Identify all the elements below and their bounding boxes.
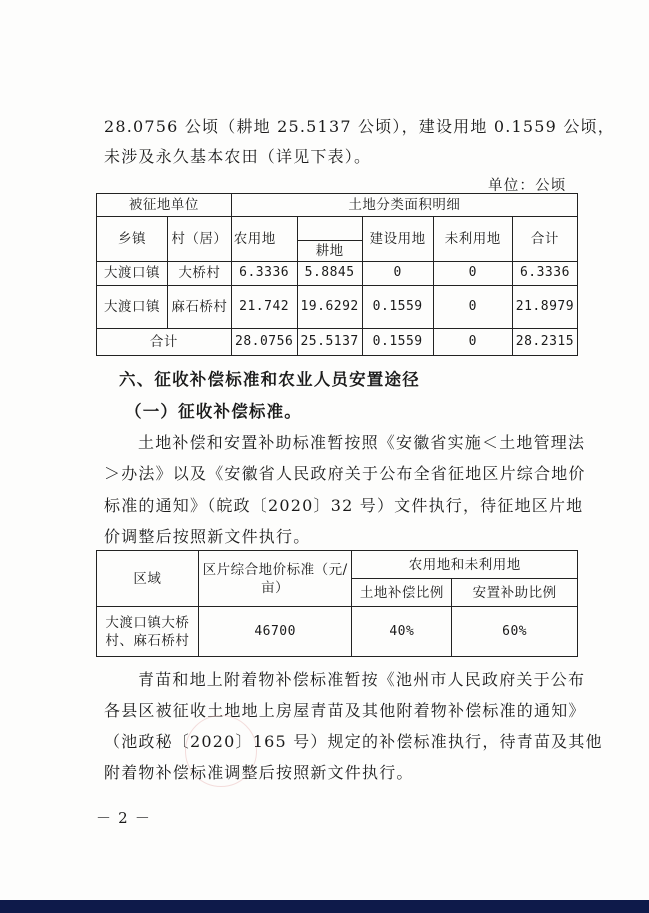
bottom-edge-bar xyxy=(0,900,649,913)
cell-build: 0.1559 xyxy=(362,286,433,329)
col-cultivated: 耕地 xyxy=(297,240,362,261)
paragraph-line: 28.0756 公顷（耕地 25.5137 公顷），建设用地 0.1559 公顷， xyxy=(104,117,615,136)
cell-area: 大渡口镇大桥村、麻石桥村 xyxy=(97,607,199,657)
col-village: 村（居） xyxy=(167,217,231,262)
cell-resettlement: 60% xyxy=(452,607,578,657)
cell-sum-total: 28.2315 xyxy=(512,328,577,355)
cell-village: 大桥村 xyxy=(167,261,231,285)
header-land-detail: 土地分类面积明细 xyxy=(231,194,577,217)
cell-unused: 0 xyxy=(433,261,512,285)
cell-sum-agri: 28.0756 xyxy=(231,328,297,355)
land-classification-table xyxy=(96,193,578,356)
paragraph-line: （池政秘〔2020〕165 号）规定的补偿标准执行，待青苗及其他 xyxy=(104,732,603,751)
paragraph-line: 青苗和地上附着物补偿标准暂按《池州市人民政府关于公布 xyxy=(138,670,586,689)
col-agri: 农用地 xyxy=(231,217,297,262)
paragraph-line: 附着物补偿标准调整后按照新文件执行。 xyxy=(104,763,414,782)
cell-sum-label: 合计 xyxy=(97,328,232,355)
unit-label: 单位：公顷 xyxy=(488,178,567,194)
col-resettlement: 安置补助比例 xyxy=(452,579,578,607)
cell-sum-unused: 0 xyxy=(433,328,512,355)
cell-build: 0 xyxy=(362,261,433,285)
section-heading: 六、征收补偿标准和农业人员安置途径 xyxy=(119,370,420,389)
cell-sum-build: 0.1559 xyxy=(362,328,433,355)
faint-seal-stamp xyxy=(185,715,257,787)
header-unit: 被征地单位 xyxy=(97,194,232,217)
cell-agri: 6.3336 xyxy=(231,261,297,285)
table-row xyxy=(97,607,578,657)
paragraph-line: ＞办法》以及《安徽省人民政府关于公布全省征地区片综合地价 xyxy=(104,464,586,483)
col-total: 合计 xyxy=(512,217,577,262)
cell-town: 大渡口镇 xyxy=(97,261,168,285)
cell-sum-cult: 25.5137 xyxy=(297,328,362,355)
col-unused: 未利用地 xyxy=(433,217,512,262)
cell-total: 6.3336 xyxy=(512,261,577,285)
cell-cult: 5.8845 xyxy=(297,261,362,285)
col-price: 区片综合地价标准（元/亩） xyxy=(198,551,352,607)
cell-price: 46700 xyxy=(198,607,352,657)
paragraph-line: 标准的通知》（皖政〔2020〕32 号）文件执行，待征地区片地 xyxy=(104,496,584,515)
page-number: － 2 － xyxy=(96,809,152,827)
cell-total: 21.8979 xyxy=(512,286,577,329)
paragraph-line: 价调整后按照新文件执行。 xyxy=(104,527,311,546)
cell-village: 麻石桥村 xyxy=(167,286,231,329)
cell-cult: 19.6292 xyxy=(297,286,362,329)
cell-compensation: 40% xyxy=(352,607,452,657)
cell-town: 大渡口镇 xyxy=(97,286,168,329)
table-row xyxy=(97,261,578,285)
subsection-heading: （一）征收补偿标准。 xyxy=(125,402,302,421)
col-group: 农用地和未利用地 xyxy=(352,551,578,579)
col-town: 乡镇 xyxy=(97,217,168,262)
table-row xyxy=(97,286,578,329)
paragraph-line: 土地补偿和安置补助标准暂按照《安徽省实施＜土地管理法 xyxy=(138,433,586,452)
col-area: 区域 xyxy=(97,551,199,607)
cell-unused: 0 xyxy=(433,286,512,329)
paragraph-line: 各县区被征收土地地上房屋青苗及其他附着物补偿标准的通知》 xyxy=(104,701,586,720)
compensation-standard-table xyxy=(96,550,578,657)
col-land-compensation: 土地补偿比例 xyxy=(352,579,452,607)
cell-agri: 21.742 xyxy=(231,286,297,329)
col-build: 建设用地 xyxy=(362,217,433,262)
table-sum-row xyxy=(97,328,578,355)
paragraph-line: 未涉及永久基本农田（详见下表）。 xyxy=(104,147,372,166)
